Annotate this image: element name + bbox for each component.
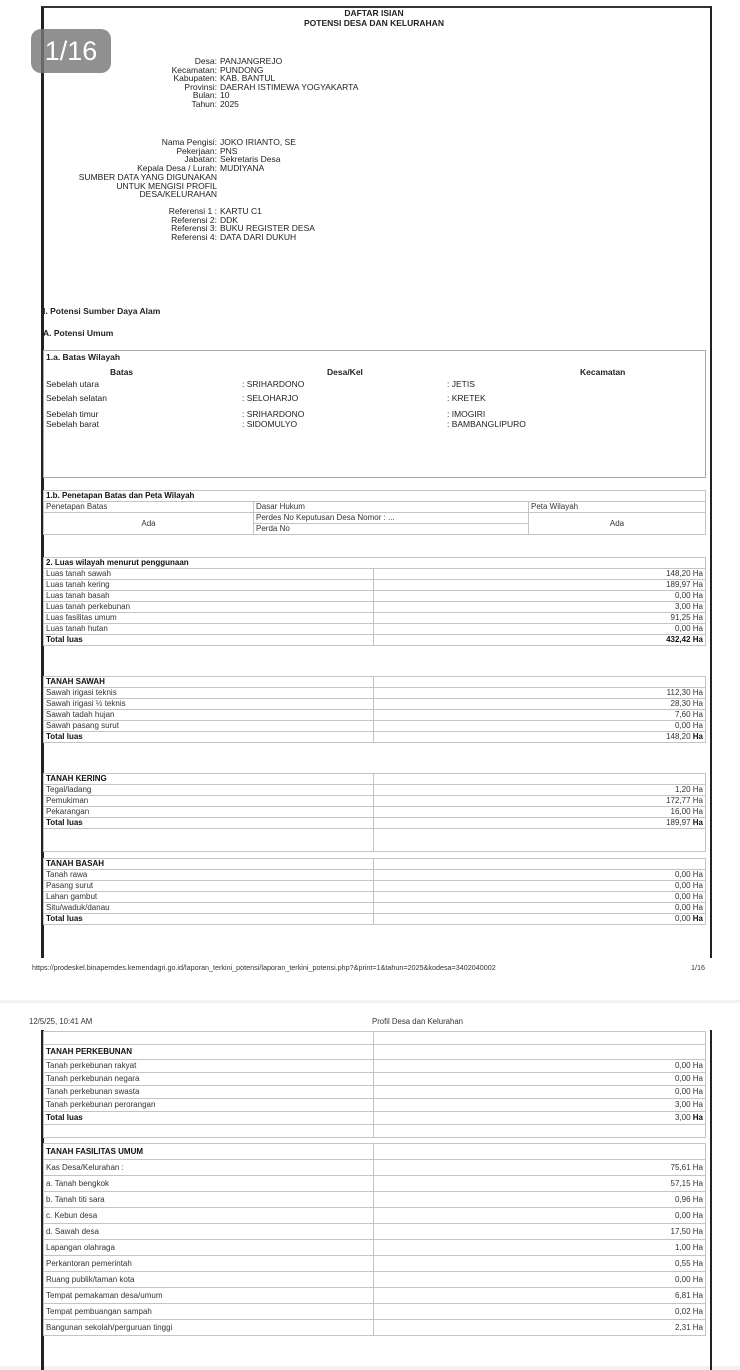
empty-cell xyxy=(374,677,706,688)
field-value-text: DDK xyxy=(220,214,238,225)
row-label: Luas tanah basah xyxy=(44,591,374,602)
row-value: 75,61 Ha xyxy=(374,1160,706,1176)
table-row xyxy=(44,1320,706,1336)
batas-row-desa: : SELOHARJO xyxy=(242,393,299,403)
row-label: Lapangan olahraga xyxy=(44,1240,374,1256)
row-value: 17,50 Ha xyxy=(374,1224,706,1240)
spacer-row xyxy=(44,1125,706,1138)
table-row xyxy=(44,1240,706,1256)
total-number: 3,00 xyxy=(674,1113,691,1122)
spacer-cell xyxy=(44,1032,374,1045)
total-number: 189,97 xyxy=(666,818,691,827)
table-title-row xyxy=(44,859,706,870)
batas-row-kecamatan: : BAMBANGLIPURO xyxy=(447,419,526,429)
empty-cell xyxy=(374,1144,706,1160)
total-unit: Ha xyxy=(692,1113,703,1122)
batas-row-label: Sebelah selatan xyxy=(46,393,107,403)
field-value-text: PANJANGREJO xyxy=(220,56,283,66)
penetapan-header-batas: Penetapan Batas xyxy=(44,502,254,513)
field-label-text: Referensi 4: xyxy=(171,231,217,242)
penetapan-title: 1.b. Penetapan Batas dan Peta Wilayah xyxy=(44,491,706,502)
table-title-row xyxy=(44,1144,706,1160)
row-value: 148,20 Ha xyxy=(374,569,706,580)
row-label: Luas tanah hutan xyxy=(44,624,374,635)
tanah-fasilitas-table xyxy=(43,1143,706,1336)
table-row xyxy=(44,580,706,591)
field-label-text: Kepala Desa / Lurah: xyxy=(137,162,217,173)
table-row xyxy=(44,1073,706,1086)
row-value: 0,00 Ha xyxy=(374,1208,706,1224)
dasar-hukum-1: Perdes No Keputusan Desa Nomor : ... xyxy=(254,513,529,524)
table-row xyxy=(44,1060,706,1073)
total-value xyxy=(374,914,706,925)
row-value: 28,30 Ha xyxy=(374,699,706,710)
spacer-cell xyxy=(44,1125,374,1138)
total-number: 0,00 xyxy=(674,914,691,923)
document-page-2 xyxy=(0,1003,740,1366)
batas-row-kecamatan: : JETIS xyxy=(447,379,475,389)
row-label: Lahan gambut xyxy=(44,892,374,903)
row-label: Sawah tadah hujan xyxy=(44,710,374,721)
row-value: 112,30 Ha xyxy=(374,688,706,699)
field-value-text: MUDIYANA xyxy=(220,162,265,173)
row-value: 0,55 Ha xyxy=(374,1256,706,1272)
row-value: 0,00 Ha xyxy=(374,1272,706,1288)
batas-row-desa: : SRIHARDONO xyxy=(242,379,305,389)
row-value: 91,25 Ha xyxy=(374,613,706,624)
row-label: Bangunan sekolah/perguruan tinggi xyxy=(44,1320,374,1336)
row-value: 57,15 Ha xyxy=(374,1176,706,1192)
row-value: 3,00 Ha xyxy=(374,1099,706,1112)
field-label-text: Kecamatan: xyxy=(171,64,217,75)
table-row xyxy=(44,569,706,580)
row-label: c. Kebun desa xyxy=(44,1208,374,1224)
table-row xyxy=(44,1160,706,1176)
table-row xyxy=(44,624,706,635)
row-value: 0,00 Ha xyxy=(374,591,706,602)
total-unit: Ha xyxy=(692,732,703,741)
row-label: Tanah perkebunan perorangan xyxy=(44,1099,374,1112)
row-label: Situ/waduk/danau xyxy=(44,903,374,914)
row-label: Pekarangan xyxy=(44,807,374,818)
row-label: Luas tanah sawah xyxy=(44,569,374,580)
field-label-text: Provinsi: xyxy=(184,81,217,92)
total-label: Total luas xyxy=(44,818,374,829)
doc-title-line2: POTENSI DESA DAN KELURAHAN xyxy=(304,18,444,28)
table-row xyxy=(44,1176,706,1192)
row-value: 0,00 Ha xyxy=(374,721,706,732)
table-row xyxy=(44,1288,706,1304)
field-label-text: Nama Pengisi: xyxy=(161,137,217,147)
batas-row-label: Sebelah timur xyxy=(46,409,99,419)
row-label: Tanah perkebunan negara xyxy=(44,1073,374,1086)
total-row xyxy=(44,818,706,829)
table-row xyxy=(44,785,706,796)
row-label: Ruang publik/taman kota xyxy=(44,1272,374,1288)
table-title: TANAH SAWAH xyxy=(44,677,374,688)
footer-url: https://prodeskel.binapemdes.kemendagri.go.id/laporan_terkini_potensi/laporan_terkini_potensi.php?&print=1&tahun=2025&kodesa=3402040002 xyxy=(32,963,496,972)
row-label: Luas tanah perkebunan xyxy=(44,602,374,613)
total-number: 148,20 xyxy=(666,732,691,741)
field-value-text: KARTU C1 xyxy=(220,206,262,216)
total-row xyxy=(44,635,706,646)
spacer-cell xyxy=(374,1125,706,1138)
empty-cell xyxy=(374,774,706,785)
luas-wilayah-table xyxy=(43,557,706,646)
total-row xyxy=(44,732,706,743)
row-value: 0,00 Ha xyxy=(374,870,706,881)
tanah-perkebunan-table xyxy=(43,1031,706,1138)
total-value xyxy=(374,818,706,829)
table-row xyxy=(44,870,706,881)
section-heading-a: A. Potensi Umum xyxy=(43,328,114,338)
row-value: 0,00 Ha xyxy=(374,624,706,635)
table-title: TANAH BASAH xyxy=(44,859,374,870)
table-row xyxy=(44,710,706,721)
field-label-text: Referensi 1 : xyxy=(168,206,217,216)
row-label: Pasang surut xyxy=(44,881,374,892)
spacer-row xyxy=(44,829,706,852)
row-value: 0,00 Ha xyxy=(374,903,706,914)
spacer-row xyxy=(44,1032,706,1045)
total-unit: Ha xyxy=(692,914,703,923)
row-label: Luas tanah kering xyxy=(44,580,374,591)
row-value: 172,77 Ha xyxy=(374,796,706,807)
row-value: 0,00 Ha xyxy=(374,892,706,903)
field-value-text: 2025 xyxy=(220,99,239,109)
table-row xyxy=(44,892,706,903)
field-value-text: KAB. BANTUL xyxy=(220,73,276,84)
penetapan-value: Ada xyxy=(44,513,254,535)
field-label-text: Tahun: xyxy=(191,99,217,109)
penetapan-header-peta: Peta Wilayah xyxy=(529,502,706,513)
field-value-text: 10 xyxy=(220,90,230,101)
batas-header-2: Kecamatan xyxy=(580,367,626,377)
penetapan-header-dasar: Dasar Hukum xyxy=(254,502,529,513)
batas-header-0: Batas xyxy=(110,367,134,377)
batas-row-kecamatan: : IMOGIRI xyxy=(447,409,486,419)
row-label: Sawah irigasi teknis xyxy=(44,688,374,699)
batas-row-label: Sebelah barat xyxy=(46,419,99,429)
table-row xyxy=(44,1256,706,1272)
batas-wilayah-title: 1.a. Batas Wilayah xyxy=(46,352,121,362)
dasar-hukum-2: Perda No xyxy=(254,524,529,535)
table-row xyxy=(44,1192,706,1208)
total-label: Total luas xyxy=(44,1112,374,1125)
tanah-sawah-table xyxy=(43,676,706,743)
total-value xyxy=(374,1112,706,1125)
spacer-cell xyxy=(44,829,374,852)
table-row xyxy=(44,1224,706,1240)
table-row xyxy=(44,1099,706,1112)
print-date: 12/5/25, 10:41 AM xyxy=(29,1017,93,1026)
row-label: b. Tanah titi sara xyxy=(44,1192,374,1208)
table-title-row xyxy=(44,774,706,785)
table-row xyxy=(44,699,706,710)
sources-heading-text: DESA/KELURAHAN xyxy=(139,189,217,200)
spacer-cell xyxy=(374,1032,706,1045)
row-label: Tegal/ladang xyxy=(44,785,374,796)
row-label: Sawah irigasi ½ teknis xyxy=(44,699,374,710)
row-value: 7,60 Ha xyxy=(374,710,706,721)
total-label: Total luas xyxy=(44,732,374,743)
field-value-text: JOKO IRIANTO, SE xyxy=(220,137,296,147)
field-label-text: Desa: xyxy=(194,56,217,66)
field-value-text: DATA DARI DUKUH xyxy=(220,231,297,242)
batas-row-kecamatan: : KRETEK xyxy=(447,393,486,403)
sources-heading-text: UNTUK MENGISI PROFIL xyxy=(116,180,217,191)
row-label: Tempat pembuangan sampah xyxy=(44,1304,374,1320)
row-value: 0,96 Ha xyxy=(374,1192,706,1208)
field-label-text: Kabupaten: xyxy=(173,73,217,84)
table-title-row xyxy=(44,677,706,688)
total-label: Total luas xyxy=(44,914,374,925)
row-value: 2,31 Ha xyxy=(374,1320,706,1336)
batas-row-label: Sebelah utara xyxy=(46,379,99,389)
doc-title-line1: DAFTAR ISIAN xyxy=(344,8,404,18)
row-label: Tanah perkebunan swasta xyxy=(44,1086,374,1099)
field-label-text: Referensi 2: xyxy=(171,214,217,225)
row-label: Pemukiman xyxy=(44,796,374,807)
field-label-text: Pekerjaan: xyxy=(176,145,217,156)
row-value: 1,00 Ha xyxy=(374,1240,706,1256)
row-value: 0,00 Ha xyxy=(374,1073,706,1086)
row-value: 0,02 Ha xyxy=(374,1304,706,1320)
section-heading-i: I. Potensi Sumber Daya Alam xyxy=(43,306,161,316)
table-row xyxy=(44,1208,706,1224)
tanah-kering-table xyxy=(43,773,706,852)
row-value: 189,97 Ha xyxy=(374,580,706,591)
table-row xyxy=(44,903,706,914)
table-row xyxy=(44,881,706,892)
row-label: Perkantoran pemerintah xyxy=(44,1256,374,1272)
field-value-text: PNS xyxy=(220,145,238,156)
field-value-text: Sekretaris Desa xyxy=(220,154,281,165)
batas-row-desa: : SIDOMULYO xyxy=(242,419,298,429)
field-label-text: Jabatan: xyxy=(184,154,217,165)
empty-cell xyxy=(374,859,706,870)
table-row xyxy=(44,1086,706,1099)
table-row xyxy=(44,807,706,818)
total-row xyxy=(44,1112,706,1125)
total-label: Total luas xyxy=(44,635,374,646)
penetapan-table xyxy=(43,490,706,535)
field-label-text: Bulan: xyxy=(192,90,217,101)
table-row xyxy=(44,796,706,807)
table-row xyxy=(44,1304,706,1320)
row-value: 3,00 Ha xyxy=(374,602,706,613)
peta-value: Ada xyxy=(529,513,706,535)
row-value: 1,20 Ha xyxy=(374,785,706,796)
row-label: d. Sawah desa xyxy=(44,1224,374,1240)
table-title: TANAH KERING xyxy=(44,774,374,785)
row-label: Sawah pasang surut xyxy=(44,721,374,732)
spacer-cell xyxy=(374,829,706,852)
page-indicator: 1/16 xyxy=(31,29,111,73)
total-row xyxy=(44,914,706,925)
table-row xyxy=(44,1272,706,1288)
row-value: 0,00 Ha xyxy=(374,881,706,892)
total-value: 432,42 Ha xyxy=(374,635,706,646)
table-row xyxy=(44,602,706,613)
print-title: Profil Desa dan Kelurahan xyxy=(372,1017,464,1026)
table-row xyxy=(44,591,706,602)
field-value-text: DAERAH ISTIMEWA YOGYAKARTA xyxy=(220,81,359,92)
row-value: 6,81 Ha xyxy=(374,1288,706,1304)
batas-row-desa: : SRIHARDONO xyxy=(242,409,305,419)
row-value: 0,00 Ha xyxy=(374,1060,706,1073)
field-value-text: BUKU REGISTER DESA xyxy=(220,223,315,234)
row-value: 16,00 Ha xyxy=(374,807,706,818)
total-unit: Ha xyxy=(692,818,703,827)
table-title: 2. Luas wilayah menurut penggunaan xyxy=(44,558,706,569)
table-title: TANAH PERKEBUNAN xyxy=(44,1045,374,1060)
tanah-basah-table xyxy=(43,858,706,925)
row-label: Tanah perkebunan rakyat xyxy=(44,1060,374,1073)
table-row xyxy=(44,721,706,732)
row-label: Kas Desa/Kelurahan : xyxy=(44,1160,374,1176)
field-value-text: PUNDONG xyxy=(220,64,264,75)
table-row xyxy=(44,688,706,699)
table-title-row xyxy=(44,558,706,569)
batas-header-1: Desa/Kel xyxy=(327,367,363,377)
row-label: Tempat pemakaman desa/umum xyxy=(44,1288,374,1304)
row-value: 0,00 Ha xyxy=(374,1086,706,1099)
sources-heading-text: SUMBER DATA YANG DIGUNAKAN xyxy=(78,172,217,182)
row-label: a. Tanah bengkok xyxy=(44,1176,374,1192)
row-label: Tanah rawa xyxy=(44,870,374,881)
footer-page-number: 1/16 xyxy=(691,963,705,972)
table-title-row xyxy=(44,1045,706,1060)
table-title: TANAH FASILITAS UMUM xyxy=(44,1144,374,1160)
empty-cell xyxy=(374,1045,706,1060)
table-row xyxy=(44,613,706,624)
total-value xyxy=(374,732,706,743)
row-label: Luas fasilitas umum xyxy=(44,613,374,624)
field-label-text: Referensi 3: xyxy=(171,223,217,234)
